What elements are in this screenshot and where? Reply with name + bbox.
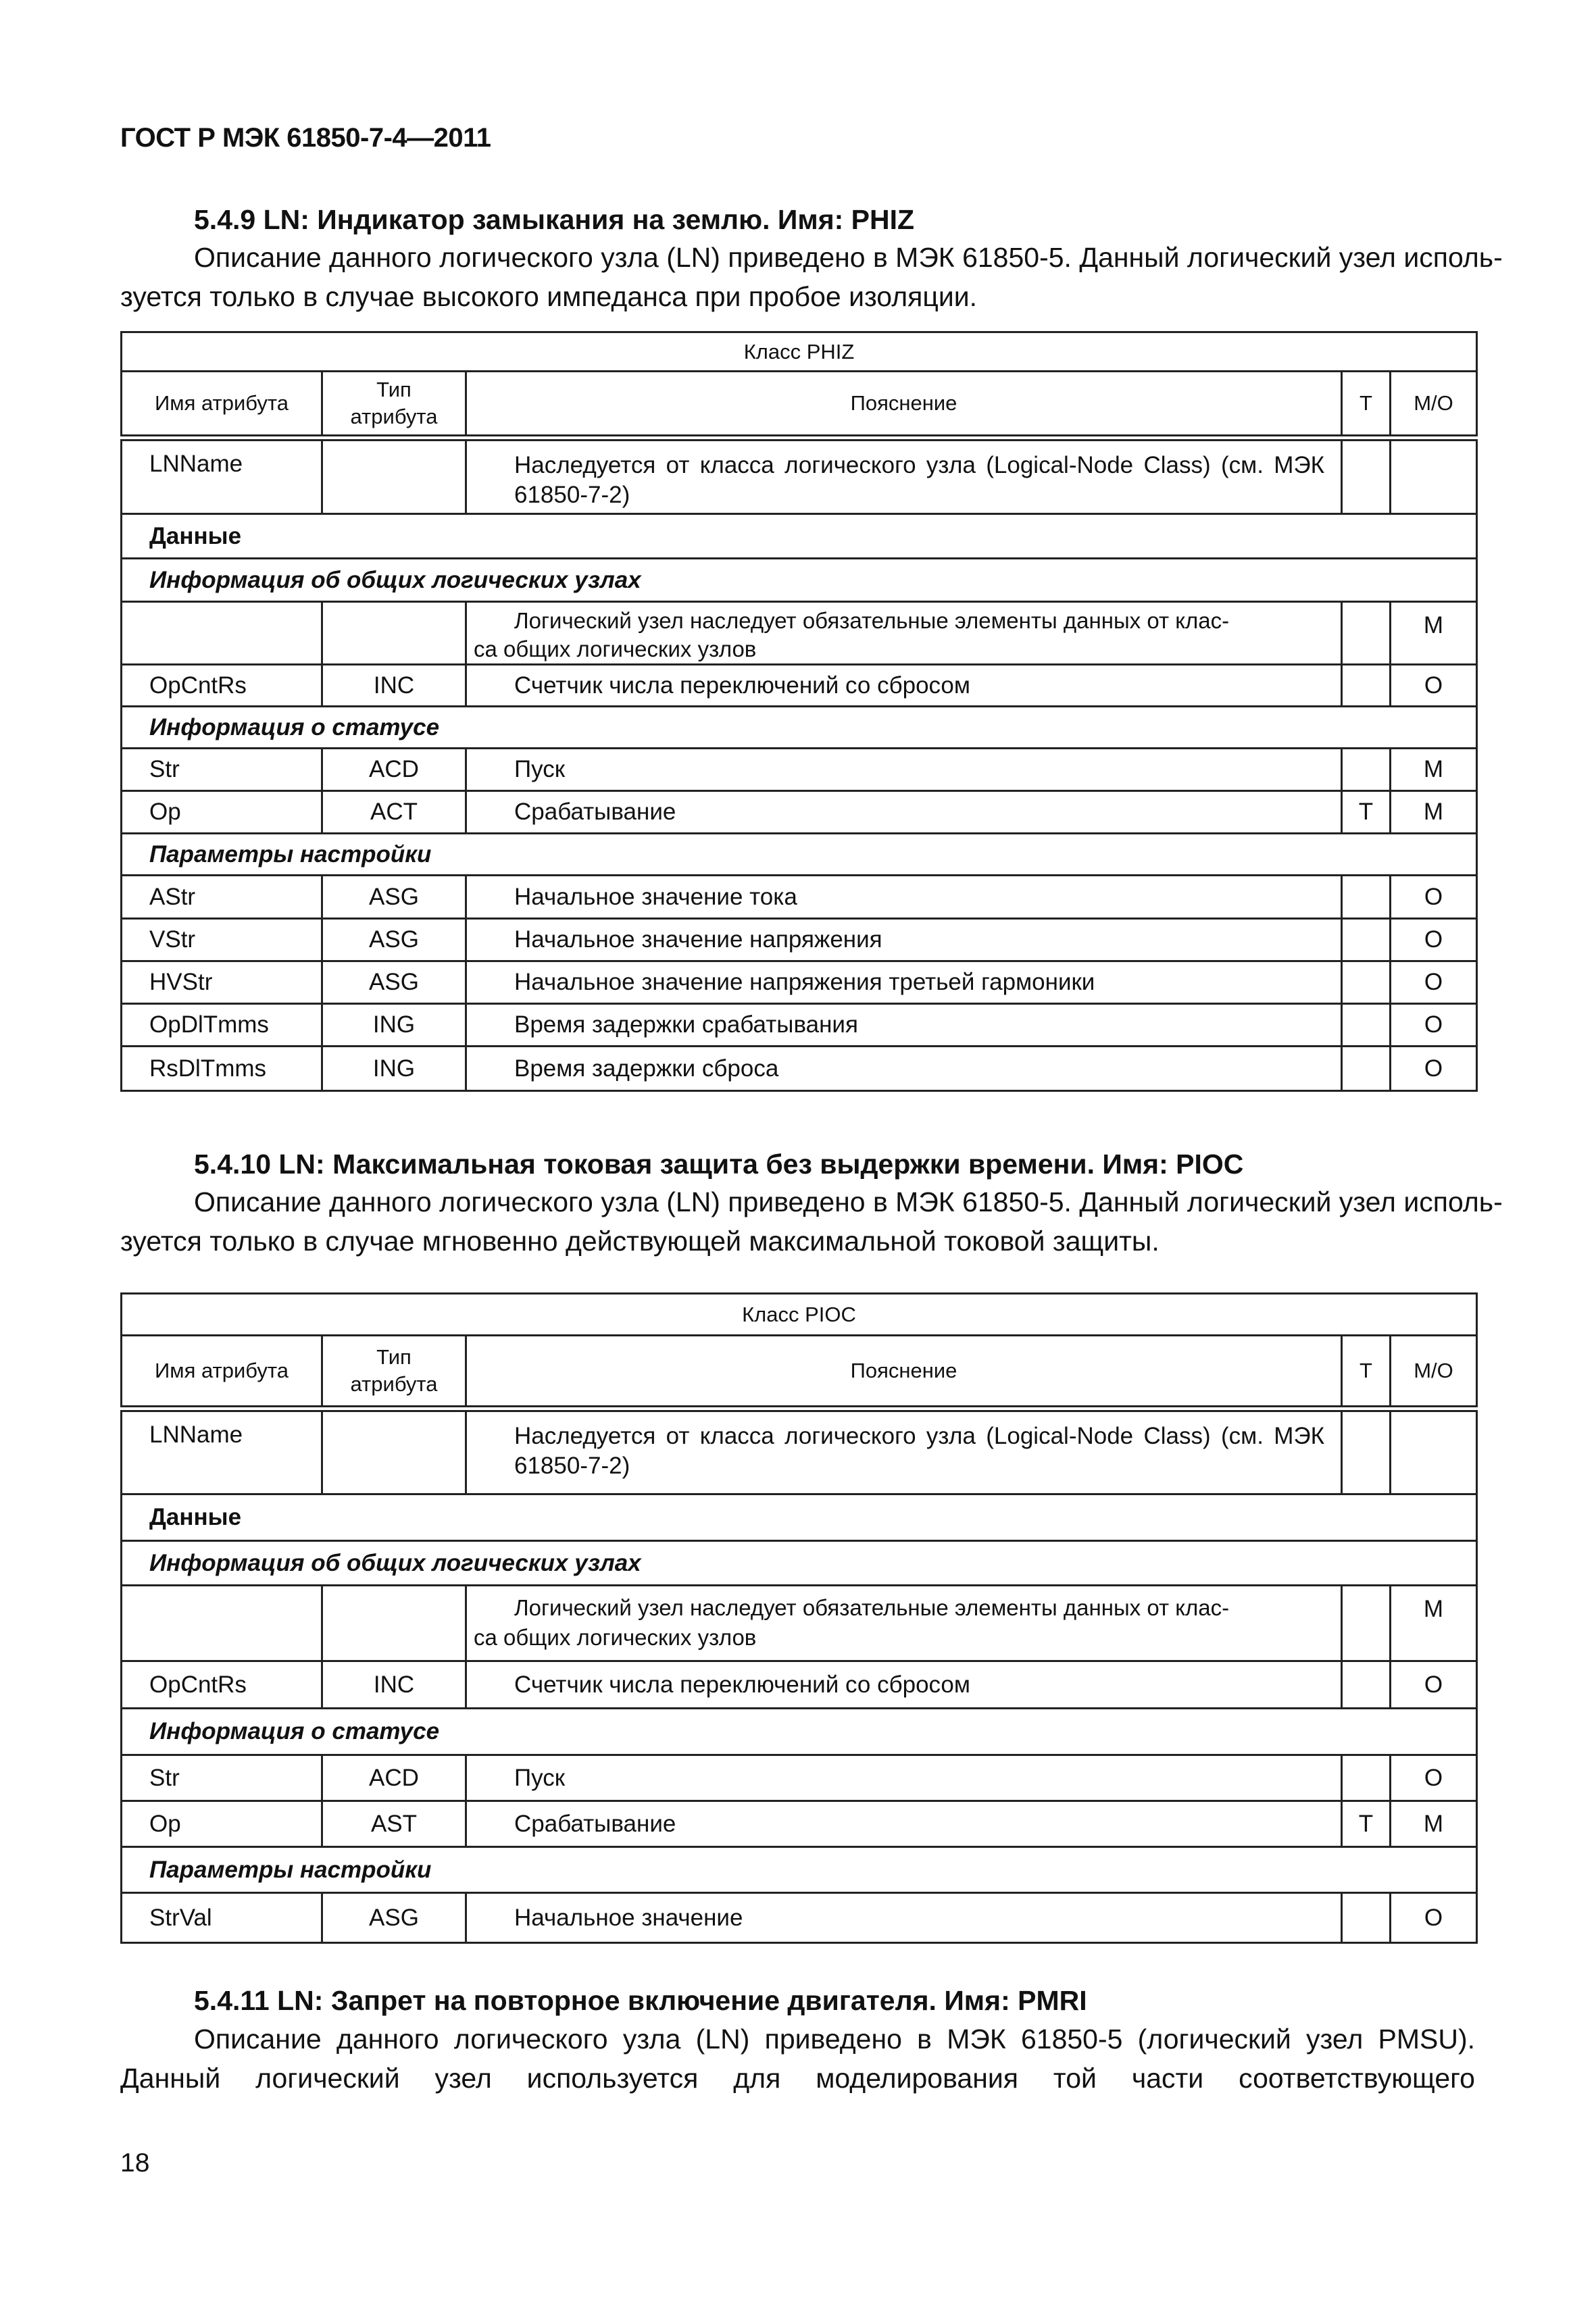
column-header-mo: M/O xyxy=(1391,372,1477,438)
table-cell-t xyxy=(1342,438,1391,514)
group-row-settings: Параметры настройки xyxy=(122,834,1477,876)
group-row-data: Данные xyxy=(122,514,1477,559)
table-row: AStr ASG Начальное значение тока O xyxy=(122,876,1477,919)
table-cell-name xyxy=(122,1586,322,1661)
table-cell-desc: Наследуется от класса логического узла (Logical-Node Class) (см. МЭК 61850-7-2) xyxy=(466,1409,1342,1494)
column-header-t: T xyxy=(1342,372,1391,438)
group-row-settings: Параметры настройки xyxy=(122,1847,1477,1893)
table-class-label: Класс PIOC xyxy=(122,1294,1477,1336)
section-paragraph-phiz xyxy=(120,238,1503,316)
table-row: OpCntRs INC Счетчик числа переключений со сбросом O xyxy=(122,1661,1477,1709)
column-header-type: Тип атрибута xyxy=(322,372,466,438)
table-row: OpCntRs INC Счетчик числа переключений со сбросом O xyxy=(122,665,1477,707)
paragraph-line: зуется только в случае высокого импеданса при пробое изоляции. xyxy=(120,281,978,312)
table-cell-type xyxy=(322,602,466,665)
table-row: Str ACD Пуск M xyxy=(122,749,1477,791)
table-cell-type xyxy=(322,438,466,514)
table-row: HVStr ASG Начальное значение напряжения третьей гармоники O xyxy=(122,961,1477,1004)
document-header: ГОСТ Р МЭК 61850-7-4—2011 xyxy=(120,123,491,153)
section-paragraph-pmri xyxy=(120,2019,1475,2098)
column-header-name: Имя атрибута xyxy=(122,1336,322,1409)
column-header-mo: M/O xyxy=(1391,1336,1477,1409)
group-row-data: Данные xyxy=(122,1494,1477,1541)
table-cell-name: LNName xyxy=(122,438,322,514)
table-cell-desc: Логический узел наследует обязательные элементы данных от клас- са общих логических узлов xyxy=(466,602,1342,665)
table-cell-t xyxy=(1342,1409,1391,1494)
group-row-common: Информация об общих логических узлах xyxy=(122,559,1477,602)
section-paragraph-pioc xyxy=(120,1182,1503,1261)
table-cell-t xyxy=(1342,1586,1391,1661)
paragraph-line: Описание данного логического узла (LN) приведено в МЭК 61850-5 (логический узел PMSU). xyxy=(194,2023,1475,2055)
page-number: 18 xyxy=(120,2148,150,2178)
paragraph-line: Описание данного логического узла (LN) приведено в МЭК 61850-5. Данный логический узел исполь- xyxy=(194,242,1503,273)
table-class-label: Класс PHIZ xyxy=(122,332,1477,372)
table-row: VStr ASG Начальное значение напряжения O xyxy=(122,919,1477,961)
section-title-pmri: 5.4.11 LN: Запрет на повторное включение двигателя. Имя: PMRI xyxy=(194,1985,1087,2016)
table-pioc xyxy=(120,1292,1478,1944)
table-cell-mo: M xyxy=(1391,602,1477,665)
paragraph-line: Описание данного логического узла (LN) приведено в МЭК 61850-5. Данный логический узел исполь- xyxy=(194,1186,1503,1217)
paragraph-line: Данный логический узел используется для моделирования той части соответствующего xyxy=(120,2063,1475,2094)
section-title-phiz: 5.4.9 LN: Индикатор замыкания на землю. Имя: PHIZ xyxy=(194,204,915,235)
table-row: Str ACD Пуск O xyxy=(122,1755,1477,1801)
group-row-status: Информация о статусе xyxy=(122,1709,1477,1755)
table-cell-t xyxy=(1342,602,1391,665)
column-header-type: Тип атрибута xyxy=(322,1336,466,1409)
table-cell-type xyxy=(322,1586,466,1661)
section-title-pioc: 5.4.10 LN: Максимальная токовая защита без выдержки времени. Имя: PIOC xyxy=(194,1149,1244,1180)
group-row-common: Информация об общих логических узлах xyxy=(122,1541,1477,1586)
paragraph-line: зуется только в случае мгновенно действующей максимальной токовой защиты. xyxy=(120,1226,1159,1257)
table-cell-type xyxy=(322,1409,466,1494)
column-header-desc: Пояснение xyxy=(466,1336,1342,1409)
table-row: OpDlTmms ING Время задержки срабатывания O xyxy=(122,1004,1477,1047)
column-header-t: T xyxy=(1342,1336,1391,1409)
table-cell-desc: Логический узел наследует обязательные элементы данных от клас- са общих логических узлов xyxy=(466,1586,1342,1661)
table-phiz xyxy=(120,331,1478,1092)
column-header-desc: Пояснение xyxy=(466,372,1342,438)
group-row-status: Информация о статусе xyxy=(122,707,1477,749)
table-cell-desc: Наследуется от класса логического узла (Logical-Node Class) (см. МЭК 61850-7-2) xyxy=(466,438,1342,514)
table-cell-name: LNName xyxy=(122,1409,322,1494)
table-cell-mo: M xyxy=(1391,1586,1477,1661)
table-cell-mo xyxy=(1391,438,1477,514)
table-cell-name xyxy=(122,602,322,665)
table-row: Op ACT Срабатывание T M xyxy=(122,791,1477,834)
table-row: RsDlTmms ING Время задержки сброса O xyxy=(122,1047,1477,1091)
table-row: StrVal ASG Начальное значение O xyxy=(122,1893,1477,1943)
table-row: Op AST Срабатывание T M xyxy=(122,1801,1477,1847)
table-cell-mo xyxy=(1391,1409,1477,1494)
column-header-name: Имя атрибута xyxy=(122,372,322,438)
